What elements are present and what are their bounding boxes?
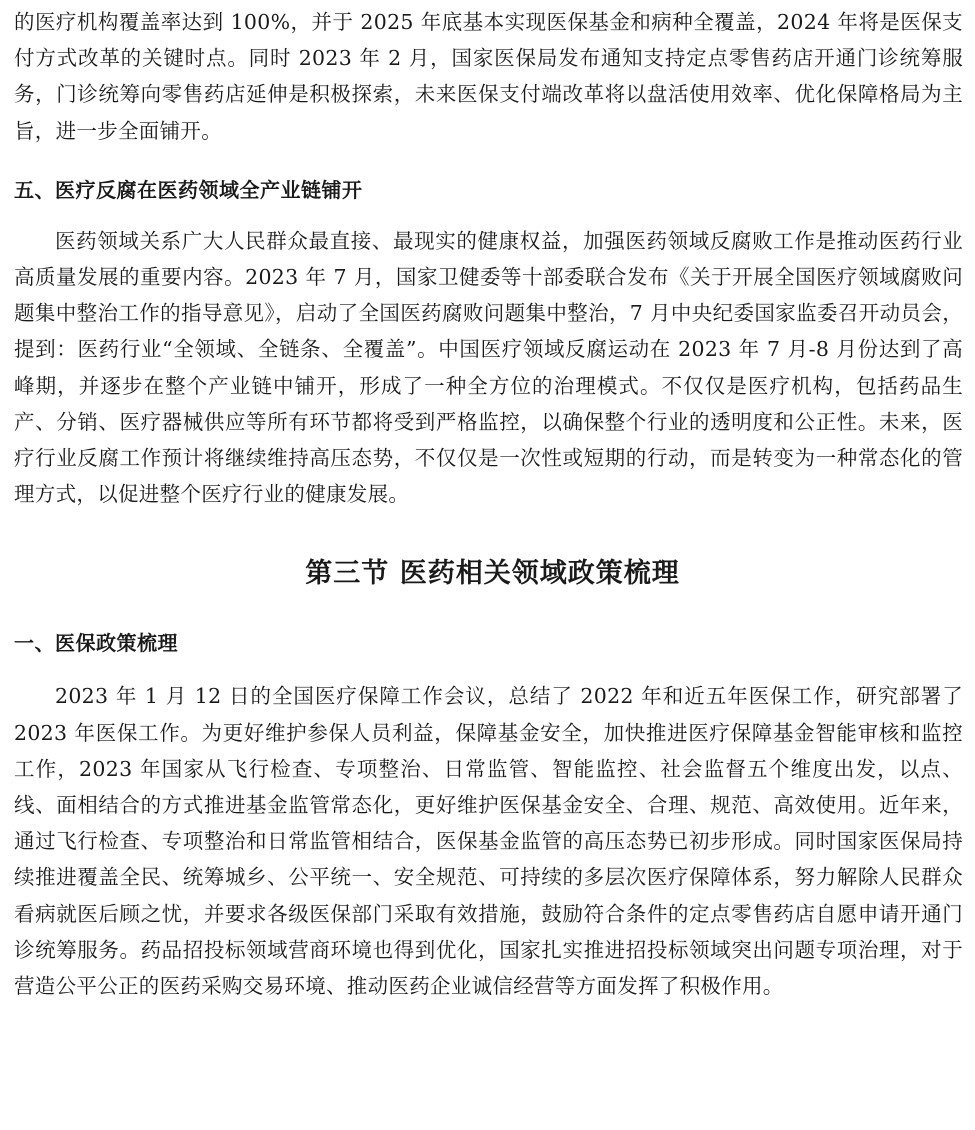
section-title: 第三节 医药相关领域政策梳理 xyxy=(305,558,680,590)
paragraph-continued: 的医疗机构覆盖率达到 100%，并于 2025 年底基本实现医保基金和病种全覆盖，2024 年将是医保支付方式改革的关键时点。同时 2023 年 2 月，国家医保局发布通知支持定点零售药店开通门诊统筹服务，门诊统筹向零售药店延伸是积极探索，未来医保支付端改革将以盘活使用效率、优化保障格局为主旨，进一步全面铺开。 xyxy=(14,10,963,143)
heading-anticorruption: 五、医疗反腐在医药领域全产业链铺开 xyxy=(14,177,363,202)
paragraph-anticorruption: 医药领域关系广大人民群众最直接、最现实的健康权益，加强医药领域反腐败工作是推动医药行业高质量发展的重要内容。2023 年 7 月，国家卫健委等十部委联合发布《关于开展全国医疗领域腐败问题集中整治工作的指导意见》，启动了全国医药腐败问题集中整治，7 月中央纪委国家监委召开动员会，提到：医药行业“全领域、全链条、全覆盖”。中国医疗领域反腐运动在 2023 年 7 月-8 月份达到了高峰期，并逐步在整个产业链中铺开，形成了一种全方位的治理模式。不仅仅是医疗机构，包括药品生产、分销、医疗器械供应等所有环节都将受到严格监控，以确保整个行业的透明度和公正性。未来，医疗行业反腐工作预计将继续维持高压态势，不仅仅是一次性或短期的行动，而是转变为一种常态化的管理方式，以促进整个医疗行业的健康发展。 xyxy=(14,228,963,507)
paragraph-policy: 2023 年 1 月 12 日的全国医疗保障工作会议，总结了 2022 年和近五年医保工作，研究部署了 2023 年医保工作。为更好维护参保人员利益，保障基金安全，加快推进医疗保障基金智能审核和监控工作，2023 年国家从飞行检查、专项整治、日常监管、智能监控、社会监督五个维度出发，以点、线、面相结合的方式推进基金监管常态化，更好维护医保基金安全、合理、规范、高效使用。近年来，通过飞行检查、专项整治和日常监管相结合，医保基金监管的高压态势已初步形成。同时国家医保局持续推进覆盖全民、统筹城乡、公平统一、安全规范、可持续的多层次医疗保障体系，努力解除人民群众看病就医后顾之忧，并要求各级医保部门采取有效措施，鼓励符合条件的定点零售药店自愿申请开通门诊统筹服务。药品招投标领域营商环境也得到优化，国家扎实推进招投标领域突出问题专项治理，对于营造公平公正的医药采购交易环境、推动医药企业诚信经营等方面发挥了积极作用。 xyxy=(14,684,963,999)
heading-medical-insurance-policy: 一、医保政策梳理 xyxy=(14,631,178,656)
